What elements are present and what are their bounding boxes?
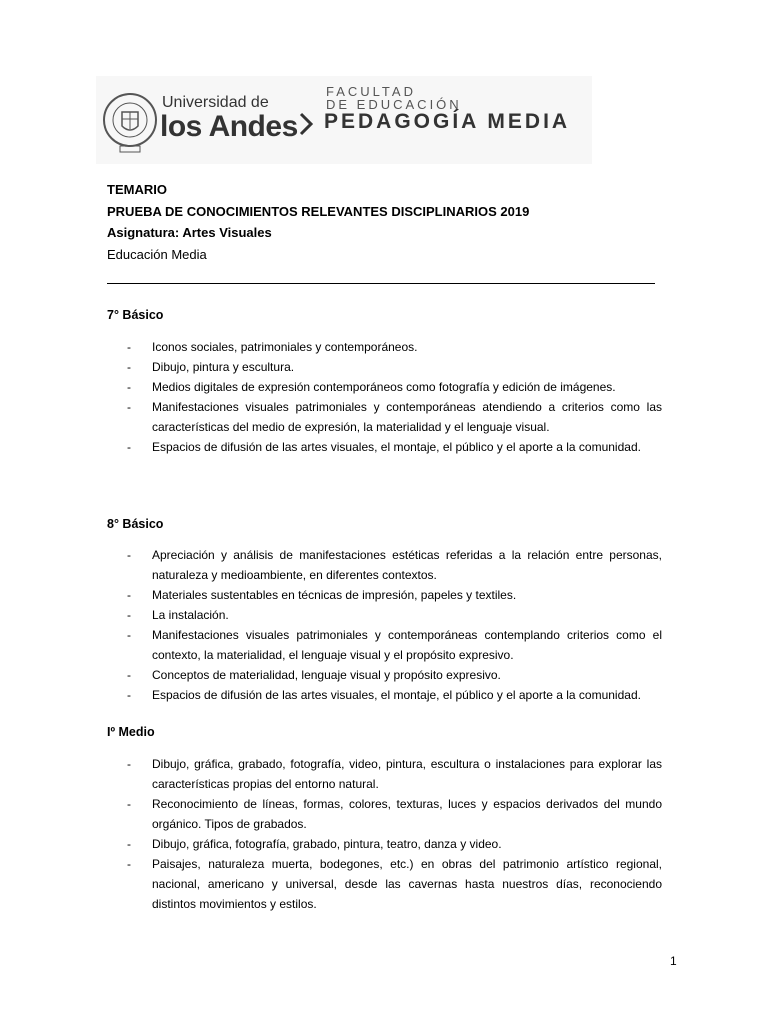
doc-title-prueba: PRUEBA DE CONOCIMIENTOS RELEVANTES DISCIPLINARIOS 2019 — [107, 204, 530, 219]
doc-title-temario: TEMARIO — [107, 182, 167, 197]
chevron-right-icon — [298, 112, 314, 136]
page-number: 1 — [670, 954, 677, 968]
section-title-8-basico: 8° Básico — [107, 517, 164, 531]
list-item: - Espacios de difusión de las artes visuales, el montaje, el público y el aporte a la comunidad. — [127, 688, 641, 702]
faculty-line1: FACULTAD — [326, 84, 416, 99]
divider-line — [107, 283, 655, 284]
list-item: - Manifestaciones visuales patrimoniales y contemporáneas atendiendo a criterios como las características del medio de expresión, la materialidad y el lenguaje visual. — [127, 400, 662, 434]
faculty-line3: PEDAGOGÍA MEDIA — [324, 110, 571, 133]
faculty-line2: DE EDUCACIÓN — [326, 97, 462, 112]
section-list-i-medio — [127, 754, 662, 914]
list-item: - Manifestaciones visuales patrimoniales y contemporáneas contemplando criterios como el contexto, la materialidad, el lenguaje visual y el propósito expresivo. — [127, 628, 662, 662]
list-item: - Reconocimiento de líneas, formas, colores, texturas, luces y espacios derivados del mundo orgánico. Tipos de grabados. — [127, 797, 662, 831]
list-item: - La instalación. — [127, 608, 229, 622]
list-item: - Dibujo, gráfica, fotografía, grabado, pintura, teatro, danza y video. — [127, 837, 502, 851]
list-item: - Paisajes, naturaleza muerta, bodegones, etc.) en obras del patrimonio artístico regional, nacional, americano y universal, desde las cavernas hasta nuestros días, reconociendo distintos movimientos y estilos. — [127, 857, 662, 911]
list-item: - Conceptos de materialidad, lenguaje visual y propósito expresivo. — [127, 668, 501, 682]
university-name-line1: Universidad de — [162, 94, 269, 111]
section-list-7-basico — [127, 337, 662, 457]
section-title-i-medio: Iº Medio — [107, 725, 155, 739]
list-item: - Dibujo, pintura y escultura. — [127, 360, 295, 374]
list-item: - Medios digitales de expresión contemporáneos como fotografía y edición de imágenes. — [127, 380, 616, 394]
doc-subject: Asignatura: Artes Visuales — [107, 225, 272, 240]
header-logo — [96, 76, 592, 164]
list-item: - Materiales sustentables en técnicas de impresión, papeles y textiles. — [127, 588, 517, 602]
list-item: - Dibujo, gráfica, grabado, fotografía, video, pintura, escultura o instalaciones para explorar las características propias del entorno natural. — [127, 757, 662, 791]
section-list-8-basico — [127, 545, 662, 705]
doc-level: Educación Media — [107, 247, 207, 262]
list-item: - Espacios de difusión de las artes visuales, el montaje, el público y el aporte a la comunidad. — [127, 440, 641, 454]
section-title-7-basico: 7° Básico — [107, 308, 164, 322]
university-name-line2: los Andes — [160, 110, 298, 143]
list-item: - Iconos sociales, patrimoniales y contemporáneos. — [127, 340, 418, 354]
list-item: - Apreciación y análisis de manifestaciones estéticas referidas a la relación entre personas, naturaleza y medioambiente, en diferentes contextos. — [127, 548, 662, 582]
university-seal-icon — [102, 82, 158, 158]
